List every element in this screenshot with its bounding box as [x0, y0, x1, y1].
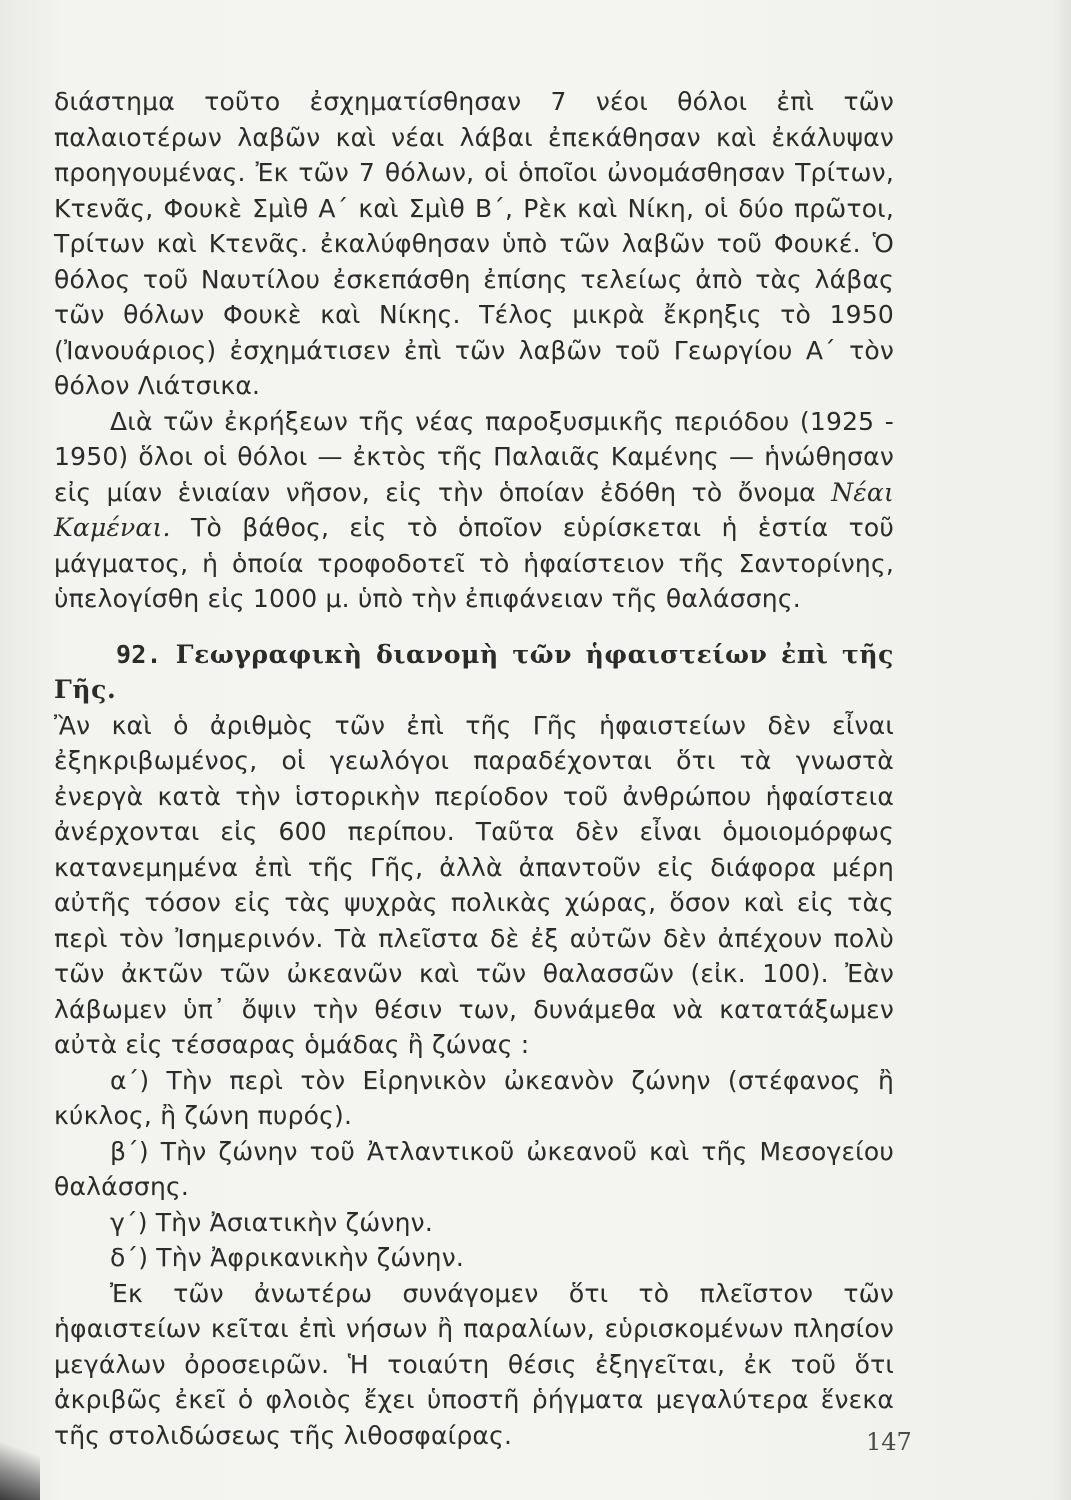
section-number: 92.: [116, 639, 162, 669]
paragraph-continuation: διάστημα τοῦτο ἐσχηματίσθησαν 7 νέοι θόλοι ἐπὶ τῶν παλαιοτέρων λαβῶν καὶ νέαι λάβαι ἐπεκάθησαν καὶ ἐκάλυψαν προηγουμένας. Ἐκ τῶν 7 θόλων, οἱ ὁποῖοι ὠνομάσθησαν Τρίτων, Κτενᾶς, Φουκὲ Σμὶθ Α΄ καὶ Σμὶθ Β΄, Ρὲκ καὶ Νίκη, οἱ δύο πρῶτοι, Τρίτων καὶ Κτενᾶς. ἐκαλύφθησαν ὑπὸ τῶν λαβῶν τοῦ Φουκέ. Ὁ θόλος τοῦ Ναυτίλου ἐσκεπάσθη ἐπίσης τελείως ἀπὸ τὰς λάβας τῶν θόλων Φουκὲ καὶ Νίκης. Τέλος μικρὰ ἔκρηξις τὸ 1950 (Ἰανουάριος) ἐσχημάτισεν ἐπὶ τῶν λαβῶν τοῦ Γεωργίου Α΄ τὸν θόλον Λιάτσικα.: [54, 87, 894, 400]
list-item-d: δ΄) Τὴν Ἀφρικανικὴν ζώνην.: [110, 1243, 465, 1272]
paragraph-conclusion: Ἐκ τῶν ἀνωτέρω συνάγομεν ὅτι τὸ πλεῖστον τῶν ἡφαιστείων κεῖται ἐπὶ νήσων ἢ παραλίων, εὑρισκομένων πλησίον μεγάλων ὀροσειρῶν. Ἡ τοιαύτη θέσις ἐξηγεῖται, ἐκ τοῦ ὅτι ἀκριβῶς ἐκεῖ ὁ φλοιὸς ἔχει ὑποστῆ ῥήγματα μεγαλύτερα ἕνεκα τῆς στολιδώσεως τῆς λιθοσφαίρας.: [54, 1278, 894, 1450]
page-edge-shadow: [1053, 0, 1071, 1500]
page-text: [54, 84, 894, 1453]
section-title: Γεωγραφικὴ διανομὴ τῶν ἡφαιστείων ἐπὶ τῆς Γῆς.: [54, 639, 894, 704]
paragraph-distribution: Ἂν καὶ ὁ ἀριθμὸς τῶν ἐπὶ τῆς Γῆς ἡφαιστείων δὲν εἶναι ἐξηκριβωμένος, οἱ γεωλόγοι παραδέχονται ὅτι τὰ γνωστὰ ἐνεργὰ κατὰ τὴν ἱστορικὴν περίοδον τοῦ ἀνθρώπου ἡφαίστεια ἀνέρχονται εἰς 600 περίπου. Ταῦτα δὲν εἶναι ὁμοιομόρφως κατανεμημένα ἐπὶ τῆς Γῆς, ἀλλὰ ἀπαντοῦν εἰς διάφορα μέρη αὐτῆς τόσον εἰς τὰς ψυχρὰς πολικὰς χώρας, ὅσον καὶ εἰς τὰς περὶ τὸν Ἰσημερινόν. Τὰ πλεῖστα δὲ ἐξ αὐτῶν δὲν ἀπέχουν πολὺ τῶν ἀκτῶν τῶν ὠκεανῶν καὶ τῶν θαλασσῶν (εἰκ. 100). Ἐὰν λάβωμεν ὑπ᾽ ὄψιν τὴν θέσιν των, δυνάμεθα νὰ κατατάξωμεν αὐτὰ εἰς τέσσαρας ὁμάδας ἢ ζώνας :: [54, 710, 894, 1059]
paragraph-new-kameni: [54, 404, 894, 617]
paragraph-text: Τὸ βάθος, εἰς τὸ ὁποῖον εὑρίσκεται ἡ ἑστία τοῦ μάγματος, ἡ ὁποία τροφοδοτεῖ τὸ ἡφαίστειον τῆς Σαντορίνης, ὑπελογίσθη εἰς 1000 μ. ὑπὸ τὴν ἐπιφάνειαν τῆς θαλάσσης.: [54, 513, 894, 613]
section-heading: [54, 637, 894, 708]
place-name-italic: Νέαι Καμέναι.: [54, 477, 894, 542]
list-item-c: γ΄) Τὴν Ἀσιατικὴν ζώνην.: [110, 1207, 433, 1237]
list-item-a: α΄) Τὴν περὶ τὸν Εἰρηνικὸν ὠκεανὸν ζώνην (στέφανος ἢ κύκλος, ἢ ζώνη πυρός).: [54, 1065, 894, 1130]
list-item-b: β΄) Τὴν ζώνην τοῦ Ἀτλαντικοῦ ὠκεανοῦ καὶ τῆς Μεσογείου θαλάσσης.: [54, 1136, 894, 1201]
paragraph-text: Διὰ τῶν ἐκρήξεων τῆς νέας παροξυσμικῆς περιόδου (1925 - 1950) ὅλοι οἱ θόλοι — ἐκτὸς τῆς Παλαιᾶς Καμένης — ἡνώθησαν εἰς μίαν ἑνιαίαν νῆσον, εἰς τὴν ὁποίαν ἐδόθη τὸ ὄνομα: [54, 406, 894, 507]
page-number: 147: [866, 1428, 912, 1456]
page-corner-shadow: [0, 1430, 40, 1500]
